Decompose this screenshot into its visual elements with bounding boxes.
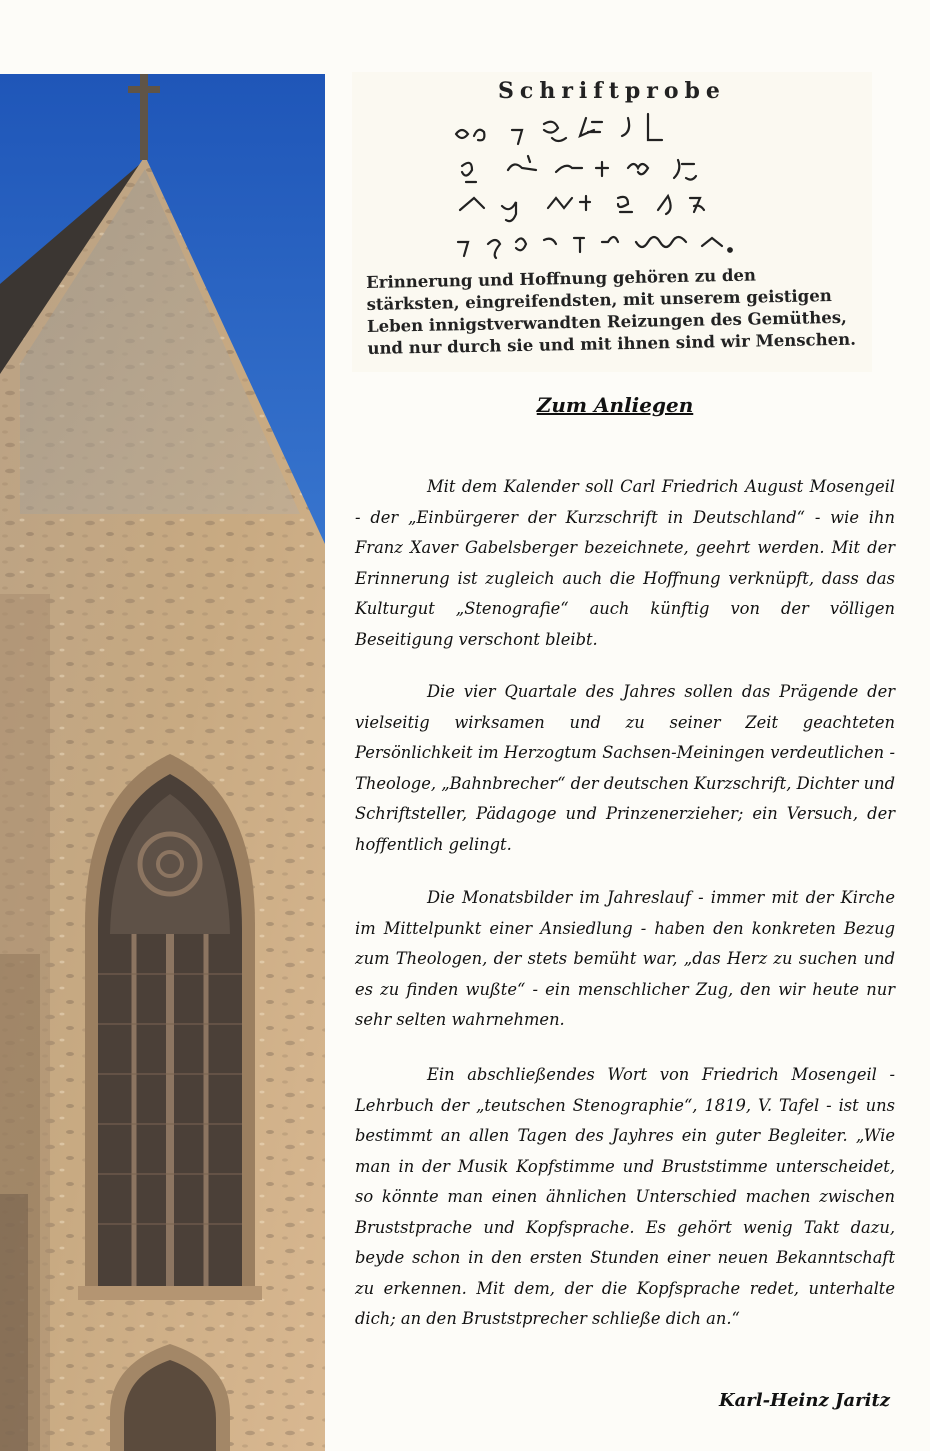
fraktur-line: stärksten, eingreifendsten, mit unserem geistigen	[366, 286, 832, 314]
fraktur-quote	[366, 262, 872, 360]
paragraph-quarters: Die vier Quartale des Jahres sollen das Prägende der vielseitig wirksamen und zu seiner Zeit geachteten Persönlichkeit im Herzogtum Sachsen-Meiningen verdeutlichen - Theologe, „Bahnbrecher“ der deutschen Kurzschrift, Dichter und Schriftsteller, Pädagoge und Prinzenerzieher; ein Versuch, der hoffentlich gelingt.	[355, 682, 895, 854]
shorthand-strokes	[452, 112, 812, 272]
fraktur-line: und nur durch sie und mit ihnen sind wir Menschen.	[367, 329, 857, 358]
paragraph-closing-quote: Ein abschließendes Wort von Friedrich Mosengeil - Lehrbuch der „teutschen Stenographie“, 1819, V. Tafel - ist uns bestimmt an allen Tagen des Jayhres ein guter Begleiter. „Wie man in der Musik Kopfstimme und Bruststimme unterscheidet, so könnte man einen ähnlichen Unterschied machen zwischen Bruststprache und Kopfsprache. Es gehört wenig Takt dazu, beyde schon in den ersten Stunden einer neuen Bekanntschaft zu erkennen. Mit dem, der die Kopfsprache redet, unterhalte dich; an den Bruststprecher schließe dich an.“	[355, 1065, 895, 1329]
paragraph-monthly-pictures: Die Monatsbilder im Jahreslauf - immer mit der Kirche im Mittelpunkt einer Ansiedlung - haben den konkreten Bezug zum Theologen, der stets bemüht war, „das Herz zu suchen und es zu finden wußte“ - ein menschlicher Zug, den wir heute nur sehr selten wahrnehmen.	[355, 888, 895, 1030]
paragraph-intro: Mit dem Kalender soll Carl Friedrich August Mosengeil - der „Einbürgerer der Kurzschrift in Deutschland“ - wie ihn Franz Xaver Gabelsberger bezeichnete, geehrt werden. Mit der Erinnerung ist zugleich auch die Hoffnung verknüpft, dass das Kulturgut „Stenografie“ auch künftig von der völligen Beseitigung verschont bleibt.	[355, 477, 895, 649]
author-signature: Karl-Heinz Jaritz	[718, 1390, 890, 1411]
fraktur-line: Erinnerung und Hoffnung gehören zu den	[366, 265, 757, 292]
sample-title: Schriftprobe	[498, 78, 726, 104]
fraktur-line: Leben innigstverwandten Reizungen des Gemüthes,	[366, 307, 847, 336]
section-heading: Zum Anliegen	[536, 393, 694, 417]
shorthand-sample	[352, 72, 872, 372]
church-photo	[0, 74, 325, 1451]
